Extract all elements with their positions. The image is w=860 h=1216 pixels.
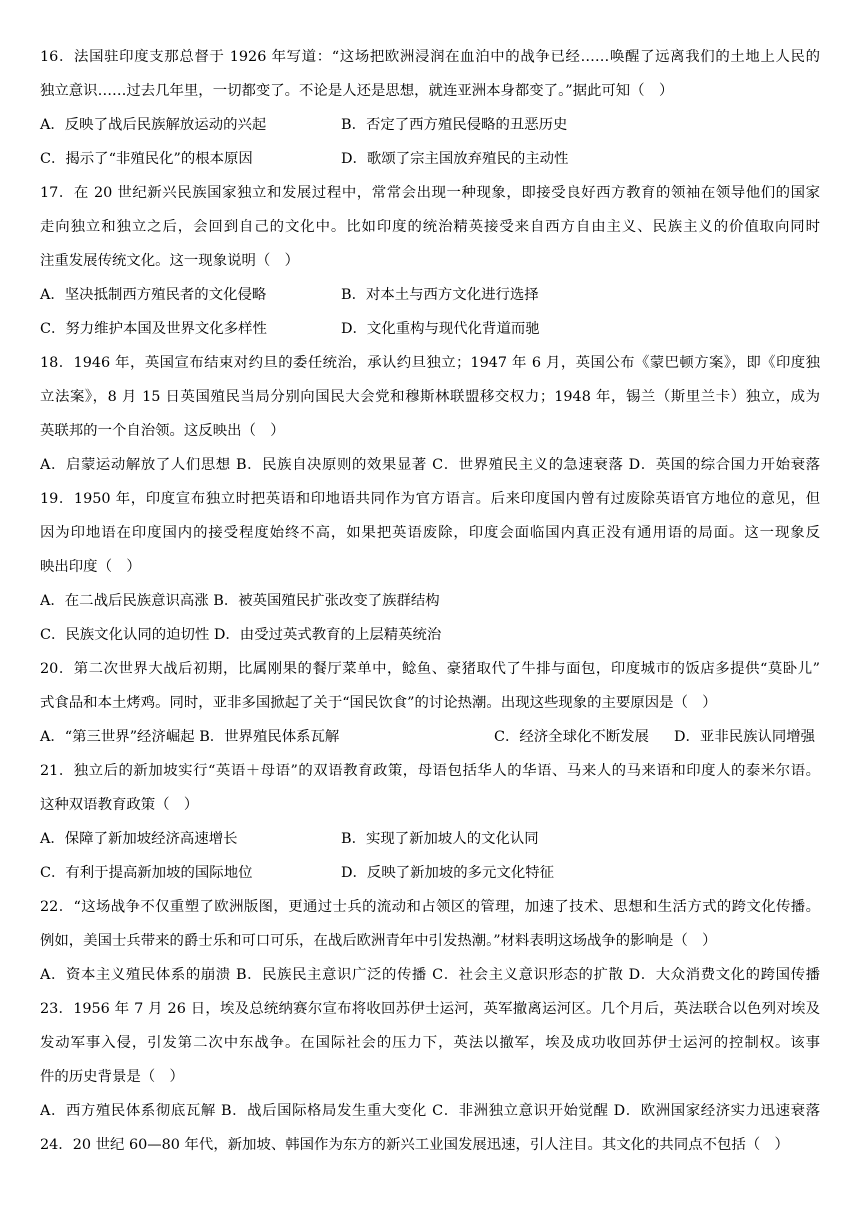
question-18-stem-line-3: 英联邦的一个自治领。这反映出（ ）: [40, 423, 285, 439]
question-16-stem-line-1: 16．法国驻印度支那总督于 1926 年写道：“这场把欧洲浸润在血泊中的战争已经……唤醒了远离我们的土地上人民的: [40, 49, 820, 65]
question-17-option-a: A．坚决抵制西方殖民者的文化侵略: [40, 287, 267, 303]
question-20-option-a: A．“第三世界”经济崛起 B．世界殖民体系瓦解: [40, 729, 340, 745]
question-21-stem-line-1: 21．独立后的新加坡实行“英语＋母语”的双语教育政策，母语包括华人的华语、马来人的马来语和印度人的泰米尔语。: [40, 763, 820, 779]
question-23-options: A．西方殖民体系彻底瓦解 B．战后国际格局发生重大变化 C．非洲独立意识开始觉醒 D．欧洲国家经济实力迅速衰落: [40, 1103, 820, 1119]
question-22-stem-line-2: 例如，美国士兵带来的爵士乐和可口可乐，在战后欧洲青年中引发热潮。”材料表明这场战争的影响是（ ）: [40, 933, 717, 949]
question-19-options-line-2: C．民族文化认同的迫切性 D．由受过英式教育的上层精英统治: [40, 627, 442, 643]
question-22-options: A．资本主义殖民体系的崩溃 B．民族民主意识广泛的传播 C．社会主义意识形态的扩散 D．大众消费文化的跨国传播: [40, 967, 820, 983]
question-20-option-c: C．经济全球化不断发展: [494, 729, 649, 745]
question-23-stem-line-1: 23．1956 年 7 月 26 日，埃及总统纳赛尔宣布将收回苏伊士运河，英军撤离运河区。几个月后，英法联合以色列对埃及: [40, 1001, 820, 1017]
question-23-stem-line-3: 件的历史背景是（ ）: [40, 1069, 184, 1085]
question-16-option-c: C．揭示了“非殖民化”的根本原因: [40, 151, 253, 167]
question-21-option-d: D．反映了新加坡的多元文化特征: [341, 865, 555, 881]
question-21-stem-line-2: 这种双语教育政策（ ）: [40, 797, 199, 813]
question-21-option-c: C．有利于提高新加坡的国际地位: [40, 865, 253, 881]
question-18-options: A．启蒙运动解放了人们思想 B．民族自决原则的效果显著 C．世界殖民主义的急速衰落 D．英国的综合国力开始衰落: [40, 457, 820, 473]
question-20-stem-line-1: 20．第二次世界大战后初期，比属刚果的餐厅菜单中，鲶鱼、豪猪取代了牛排与面包，印度城市的饭店多提供“莫卧儿”: [40, 661, 820, 677]
question-16-option-d: D．歌颂了宗主国放弃殖民的主动性: [341, 151, 569, 167]
question-16-option-b: B．否定了西方殖民侵略的丑恶历史: [341, 117, 568, 133]
question-18-stem-line-1: 18．1946 年，英国宣布结束对约旦的委任统治，承认约旦独立；1947 年 6 月，英国公布《蒙巴顿方案》，即《印度独: [40, 355, 820, 371]
question-21-option-b: B．实现了新加坡人的文化认同: [341, 831, 539, 847]
question-19-stem-line-2: 因为印地语在印度国内的接受程度始终不高，如果把英语废除，印度会面临国内真正没有通用语的局面。这一现象反: [40, 525, 820, 541]
question-22-stem-line-1: 22．“这场战争不仅重塑了欧洲版图，更通过士兵的流动和占领区的管理，加速了技术、思想和生活方式的跨文化传播。: [40, 899, 820, 915]
question-17-option-d: D．文化重构与现代化背道而驰: [341, 321, 540, 337]
question-17-stem-line-2: 走向独立和独立之后，会回到自己的文化中。比如印度的统治精英接受来自西方自由主义、民族主义的价值取向同时: [40, 219, 820, 235]
question-19-stem-line-3: 映出印度（ ）: [40, 559, 141, 575]
question-17-stem-line-1: 17．在 20 世纪新兴民族国家独立和发展过程中，常常会出现一种现象，即接受良好西方教育的领袖在领导他们的国家: [40, 185, 820, 201]
question-16-stem-line-2: 独立意识……过去几年里，一切都变了。不论是人还是思想，就连亚洲本身都变了。”据此可知（ ）: [40, 83, 674, 99]
question-20-option-d: D．亚非民族认同增强: [674, 729, 816, 745]
question-17-option-c: C．努力维护本国及世界文化多样性: [40, 321, 267, 337]
question-16-option-a: A．反映了战后民族解放运动的兴起: [40, 117, 267, 133]
question-20-stem-line-2: 式食品和本土烤鸡。同时，亚非多国掀起了关于“国民饮食”的讨论热潮。出现这些现象的主要原因是（ ）: [40, 695, 717, 711]
question-21-option-a: A．保障了新加坡经济高速增长: [40, 831, 238, 847]
question-18-stem-line-2: 立法案》，8 月 15 日英国殖民当局分别向国民大会党和穆斯林联盟移交权力；1948 年，锡兰（斯里兰卡）独立，成为: [40, 389, 820, 405]
question-19-stem-line-1: 19．1950 年，印度宣布独立时把英语和印地语共同作为官方语言。后来印度国内曾有过废除英语官方地位的意见，但: [40, 491, 820, 507]
question-19-options-line-1: A．在二战后民族意识高涨 B．被英国殖民扩张改变了族群结构: [40, 593, 440, 609]
question-17-stem-line-3: 注重发展传统文化。这一现象说明（ ）: [40, 253, 300, 269]
question-23-stem-line-2: 发动军事入侵，引发第二次中东战争。在国际社会的压力下，英法以撤军，埃及成功收回苏伊士运河的控制权。该事: [40, 1035, 820, 1051]
question-17-option-b: B．对本土与西方文化进行选择: [341, 287, 539, 303]
question-24-stem-line-1: 24．20 世纪 60—80 年代，新加坡、韩国作为东方的新兴工业国发展迅速，引人注目。其文化的共同点不包括（ ）: [40, 1137, 789, 1153]
